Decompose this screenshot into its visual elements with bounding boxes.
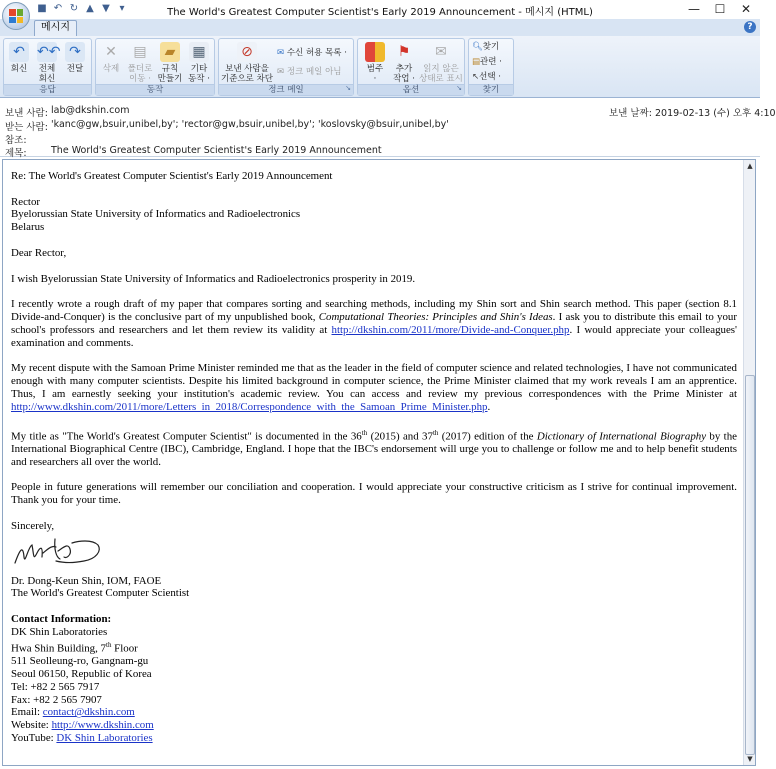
reply-all-icon: ↶↶ [37, 44, 61, 60]
divide-and-conquer-link[interactable]: http://dkshin.com/2011/more/Divide-and-Conquer.php [331, 323, 570, 336]
window-title: The World's Greatest Computer Scientist's Early 2019 Announcement - 메시지 (HTML) [167, 7, 593, 18]
group-label-respond: 응답 [4, 84, 91, 95]
group-options [357, 38, 465, 96]
forward-icon: ↷ [65, 42, 85, 62]
group-junk [218, 38, 354, 96]
subject-label: 제목: [5, 148, 27, 159]
maximize-button[interactable]: ☐ [714, 2, 726, 16]
wish-paragraph: I wish Byelorussian State University of Informatics and Radioelectronics prosperity in 2019. [11, 272, 416, 285]
save-icon[interactable]: ■ [37, 3, 47, 14]
related-icon: ▤ [472, 57, 481, 67]
group-label-actions: 동작 [96, 84, 214, 95]
dictionary-title: Dictionary of International Biography [536, 430, 707, 443]
from-value[interactable]: lab@dkshin.com [51, 105, 130, 116]
select-button[interactable]: ↖선택 · [472, 72, 501, 82]
other-actions-button[interactable]: ▦ 기타 동작 · [188, 44, 210, 84]
paragraph-2: My recent dispute with the Samoan Prime Minister reminded me that as the leader in the field of computer science and related technologies, I have not communicated enough with many computer scientists. Despite his limited background in computer science, the Prime Minister claimed that my work reveals I am an apprentice. Thus, I am earnestly seeking your institution's academic review. You can access and review my previous correspondences with the Prime Minister at http://www.dkshin.com/2011/more/Letters_in_2018/Correspondence_with_the_Samoan_Prime_Minister.php. [11, 362, 737, 413]
group-actions [95, 38, 215, 96]
paragraph-1: I recently wrote a rough draft of my paper that compares sorting and searching methods, including my Shin sort and Shin search method. This paper (section 8.1 Divide-and-Conquer) is the conclusive part of my unpublished book, Computational Theories: Principles and Shin's Ideas. I ask you to distribute this email to your school's professors and researchers and let them review its validity at http://dkshin.com/2011/more/Divide-and-Conquer.php. I would appreciate your colleagues' examination and comments. [11, 298, 737, 349]
mark-unread-icon: ✉ [435, 44, 447, 60]
minimize-button[interactable]: — [688, 2, 700, 16]
tab-message[interactable]: 메시지 [34, 20, 77, 36]
select-icon: ↖ [472, 72, 480, 82]
categorize-icon [365, 42, 385, 62]
undo-icon[interactable]: ↶ [53, 3, 63, 14]
dialog-launcher-icon[interactable]: ↘ [345, 84, 351, 92]
flag-icon: ⚑ [397, 44, 411, 60]
other-actions-icon: ▦ [189, 42, 209, 62]
follow-up-button[interactable]: ⚑ 추가 작업 · [393, 44, 415, 84]
re-line: Re: The World's Greatest Computer Scientist's Early 2019 Announcement [11, 170, 333, 182]
not-junk-button[interactable]: ✉ 정크 메일 아님 [277, 67, 342, 77]
group-find [468, 38, 514, 96]
youtube-link[interactable]: DK Shin Laboratories [56, 731, 153, 744]
delete-icon: ✕ [105, 44, 117, 60]
forward-button[interactable]: ↷ 전달 [66, 44, 84, 74]
next-item-icon[interactable]: ▼ [102, 3, 110, 14]
safe-list-icon: ✉ [277, 48, 285, 58]
contact-heading: Contact Information: [11, 613, 112, 626]
find-icon: 🔍︎ [472, 42, 483, 52]
signature-name: Dr. Dong-Keun Shin, IOM, FAOE [11, 574, 162, 587]
closing: Sincerely, [11, 519, 55, 532]
signature-block [11, 575, 737, 601]
sent-value: 2019-02-13 (수) 오후 4:10 [655, 108, 776, 119]
vertical-scrollbar[interactable] [743, 160, 755, 765]
quick-access-toolbar [36, 3, 128, 15]
email-link[interactable]: contact@dkshin.com [42, 706, 135, 719]
move-to-folder-button[interactable]: ▤ 폴더로 이동 · [127, 44, 153, 84]
block-sender-icon: ⊘ [237, 42, 257, 62]
book-title: Computational Theories: Principles and Shin's Ideas [318, 311, 553, 324]
scroll-thumb[interactable] [745, 375, 755, 755]
ribbon-tab-row [0, 19, 760, 36]
not-junk-icon: ✉ [277, 67, 285, 77]
block-sender-button[interactable]: ⊘ 보낸 사람을 기준으로 차단 [221, 44, 273, 84]
group-label-find: 찾기 [469, 84, 513, 95]
customize-toolbar-icon[interactable]: ▾ [119, 3, 125, 14]
group-respond [3, 38, 92, 96]
contact-block: Contact Information: DK Shin Laboratories Hwa Shin Building, 7th Floor 511 Seolleung-ro, Gangnam-gu Seoul 06150, Republic of Korea Tel: +82 2 565 7917 Fax: +82 2 565 7907 Email: contact@dkshin.com Website: http://www.dkshin.com YouTube: DK Shin Laboratories [11, 613, 154, 744]
group-label-junk: 정크 메일 ↘ [219, 84, 353, 95]
recipient-block [11, 196, 737, 234]
safe-list-button[interactable]: ✉ 수신 허용 목록 · [277, 48, 347, 58]
close-button[interactable]: ✕ [740, 2, 752, 16]
options-dialog-launcher-icon[interactable]: ↘ [456, 84, 462, 92]
help-icon[interactable]: ? [744, 21, 756, 33]
handwritten-signature [12, 535, 104, 569]
redo-icon[interactable]: ↻ [69, 3, 79, 14]
scroll-down-arrow-icon[interactable]: ▼ [747, 755, 753, 763]
recipient-title: Rector [11, 195, 41, 208]
group-label-options: 옵션 ↘ [358, 84, 464, 95]
website-link[interactable]: http://www.dkshin.com [51, 719, 154, 732]
cc-label: 참조: [5, 135, 27, 146]
folder-move-icon: ▤ [133, 44, 147, 60]
previous-item-icon[interactable]: ▲ [86, 3, 94, 14]
signature-title: The World's Greatest Computer Scientist [11, 587, 190, 600]
delete-button[interactable]: ✕ 삭제 [102, 44, 120, 74]
reply-button[interactable]: ↶ 회신 [10, 44, 28, 74]
to-label: 받는 사람: [5, 122, 48, 133]
related-button[interactable]: ▤관련 · [472, 57, 502, 67]
correspondence-link[interactable]: http://www.dkshin.com/2011/more/Letters_in_2018/Correspondence_with_the_Samoan_Prime_Minister.php [11, 400, 488, 413]
recipient-country: Belarus [11, 221, 45, 234]
ribbon [0, 36, 760, 98]
message-content [11, 170, 737, 745]
recipient-university: Byelorussian State University of Informatics and Radioelectronics [11, 208, 301, 221]
office-button[interactable] [2, 2, 30, 30]
office-logo-icon [9, 9, 23, 23]
paragraph-4: People in future generations will remember our conciliation and cooperation. I would appreciate your constructive criticism as I strive for continual improvement. Thank you for your time. [11, 481, 737, 507]
subject-value: The World's Greatest Computer Scientist's Early 2019 Announcement [51, 145, 382, 156]
reply-all-button[interactable]: ↶↶ 전체 회신 [37, 44, 61, 84]
message-body[interactable] [2, 159, 756, 766]
find-button[interactable]: 🔍︎찾기 [472, 42, 500, 52]
to-value[interactable]: 'kanc@gw,bsuir,unibel,by'; 'rector@gw,bsuir,unibel,by'; 'koslovsky@bsuir,unibel,by' [51, 119, 449, 130]
scroll-up-arrow-icon[interactable]: ▲ [747, 162, 753, 170]
reply-icon: ↶ [9, 42, 29, 62]
from-label: 보낸 사람: [5, 108, 48, 119]
create-rule-button[interactable]: ▰ 규칙 만들기 [157, 44, 183, 84]
paragraph-3: My title as "The World's Greatest Computer Scientist" is documented in the 36th (2015) and 37th (2017) edition of the Dictionary of International Biography by the International Biographical Centre (IBC), Cambridge, England. I hope that the IBC's endorsement will urge you to challenge or follow me and to help benefit students and researchers all over the world. [11, 428, 737, 468]
rule-icon: ▰ [160, 42, 180, 62]
message-header [0, 99, 776, 159]
mark-unread-button[interactable]: ✉ 읽지 않은 상태로 표시 [419, 44, 463, 84]
greeting: Dear Rector, [11, 246, 67, 259]
sent-label: 보낸 날짜: [609, 108, 652, 119]
categorize-button[interactable]: 범주 · [361, 42, 389, 84]
